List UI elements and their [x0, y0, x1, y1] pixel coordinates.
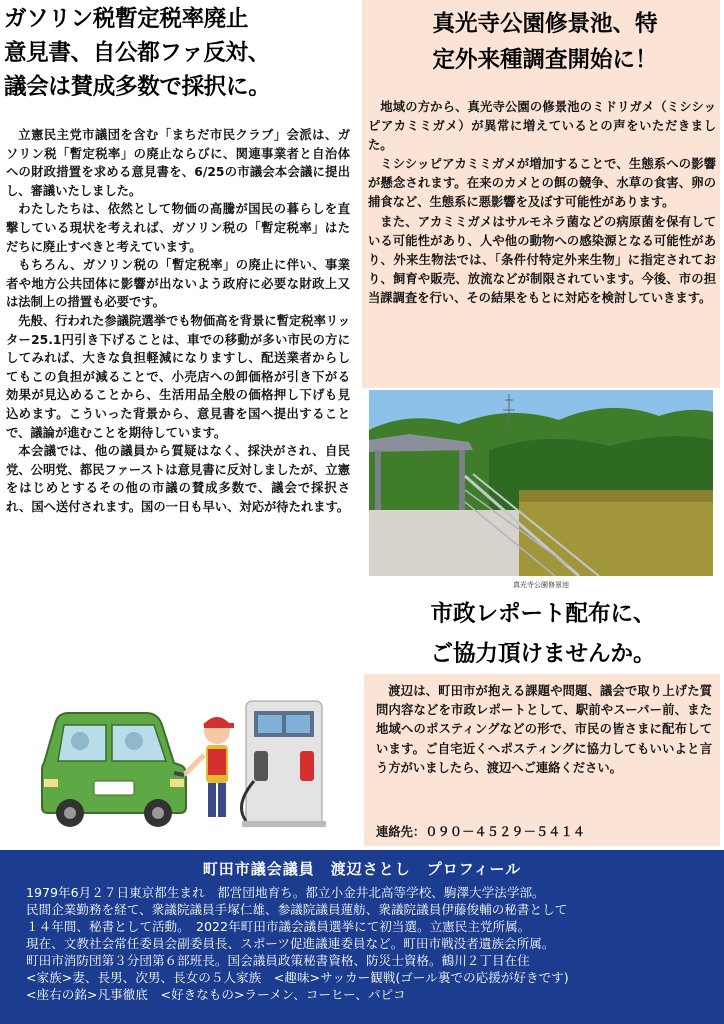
headline-line: ご協力頂けませんか。: [430, 641, 656, 667]
car-and-gas-pump-illustration: [34, 695, 334, 835]
profile-line: 1979年6月２７日東京都生まれ 都営団地育ち。都立小金井北高等学校、駒澤大学法学部。: [26, 885, 545, 900]
body-paragraph: ミシシッピアカミミガメが増加することで、生態系への影響が懸念されます。在来のカメとの餌の競争、水草の食害、卵の捕食など、生態系に悪影響を及ぼす可能性があります。: [368, 157, 716, 210]
pond-headline: [372, 6, 718, 78]
gasoline-tax-body: [6, 126, 350, 516]
profile-line: <家族>妻、長男、次男、長女の５人家族 <趣味>サッカー観戦(ゴール裏での応援が好きです): [26, 970, 569, 985]
gas-pump-illustration: [242, 701, 327, 827]
left-article: [0, 0, 358, 856]
headline-line: 市政レポート配布に、: [430, 601, 656, 627]
profile-line: <座右の銘>凡事徹底 <好きなもの>ラーメン、コーヒー、パピコ: [26, 987, 406, 1002]
profile-line: 民間企業勤務を経て、衆議院議員手塚仁雄、参議院議員蓮舫、衆議院議員伊藤俊輔の秘書として: [26, 902, 568, 917]
headline-line: 真光寺公園修景池、特: [432, 11, 658, 37]
body-paragraph: 地域の方から、真光寺公園の修景池のミドリガメ（ミシシッピアカミミガメ）が異常に増えているとの声をいただきました。: [368, 100, 716, 153]
profile-line: 現在、文教社会常任委員会副委員長、スポーツ促進議連委員など。町田市戦没者遺族会所属。: [26, 936, 555, 951]
body-paragraph: 立憲民主党市議団を含む「まちだ市民クラブ」会派は、ガソリン税「暫定税率」の廃止ならびに、関連事業者と自治体への財政措置を求める意見書を、6/25の市議会本会議に提出し、審議いたしました。: [6, 128, 350, 198]
body-paragraph: 渡辺は、町田市が抱える課題や問題、議会で取り上げた質問内容などを市政レポートとして、駅前やスーパー前、また地域へのポスティングなどの形で、市民の皆さまに配布しています。ご自宅近くへポスティングに協力してもいいよと言う方がいましたら、渡辺へご連絡ください。: [376, 684, 712, 775]
headline-line: ガソリン税暫定税率廃止: [4, 6, 249, 32]
profile-section: [0, 850, 724, 1024]
profile-line: 町田市消防団第３分団第６部班長。国会議員政策秘書資格、防災士資格。鶴川２丁目在住: [26, 953, 530, 968]
report-headline: [368, 594, 718, 674]
photo-caption: 真光寺公園修景池: [513, 581, 569, 589]
profile-body: [26, 884, 716, 1003]
contact-phone: 連絡先：０９０－４５２９－５４１４: [376, 825, 586, 839]
pond-photo: [369, 390, 713, 576]
pond-body: [368, 98, 716, 308]
report-body: [376, 682, 712, 778]
body-paragraph: また、アカミミガメはサルモネラ菌などの病原菌を保有している可能性があり、人や他の動物への感染源となる可能性があり、外来生物法では、「条件付特定外来生物」に指定されており、飼育や販売、放流などが制限されています。今後、市の担当課調査を行い、その結果をもとに対応を検討していきます。: [368, 214, 716, 305]
body-paragraph: もちろん、ガソリン税の「暫定税率」の廃止に伴い、事業者や地方公共団体に影響が出ないよう政府に必要な財政上又は法制上の措置も必要です。: [6, 258, 350, 310]
gasoline-tax-headline: [4, 2, 358, 104]
body-paragraph: 本会議では、他の議員から質疑はなく、採決がされ、自民党、公明党、都民ファーストは意見書に反対しましたが、立憲をはじめとするその他の市議の賛成多数で、議会で採択され、国へ送付されます。国の一日も早い、対応が待たれます。: [6, 444, 350, 514]
profile-title: 町田市議会議員 渡辺さとし プロフィール: [202, 860, 522, 878]
headline-line: 議会は賛成多数で採択に。: [4, 74, 271, 100]
profile-line: １４年間、秘書として活動。 2022年町田市議会議員選挙にて初当選。立憲民主党所属。: [26, 919, 531, 934]
body-paragraph: 先般、行われた参議院選挙でも物価高を背景に暫定税率リッター25.1円引き下げることは、車での移動が多い市民の方にしてみれば、大きな負担軽減になりますし、配送業者からしてもこの負担が減ることで、小売店への卸価格が引き下がる効果が見込めることから、生活用品全般の価格押し下げも見込めます。こういった背景から、意見書を国へ提出することで、議論が進むことを期待しています。: [6, 313, 350, 440]
headline-line: 定外来種調査開始に！: [432, 47, 658, 73]
headline-line: 意見書、自公都ファ反対、: [4, 40, 270, 66]
body-paragraph: わたしたちは、依然として物価の高騰が国民の暮らしを直撃している現状を考えれば、ガソリン税の「暫定税率」はただちに廃止すべきと考えています。: [6, 202, 350, 254]
car-illustration: [42, 713, 186, 827]
